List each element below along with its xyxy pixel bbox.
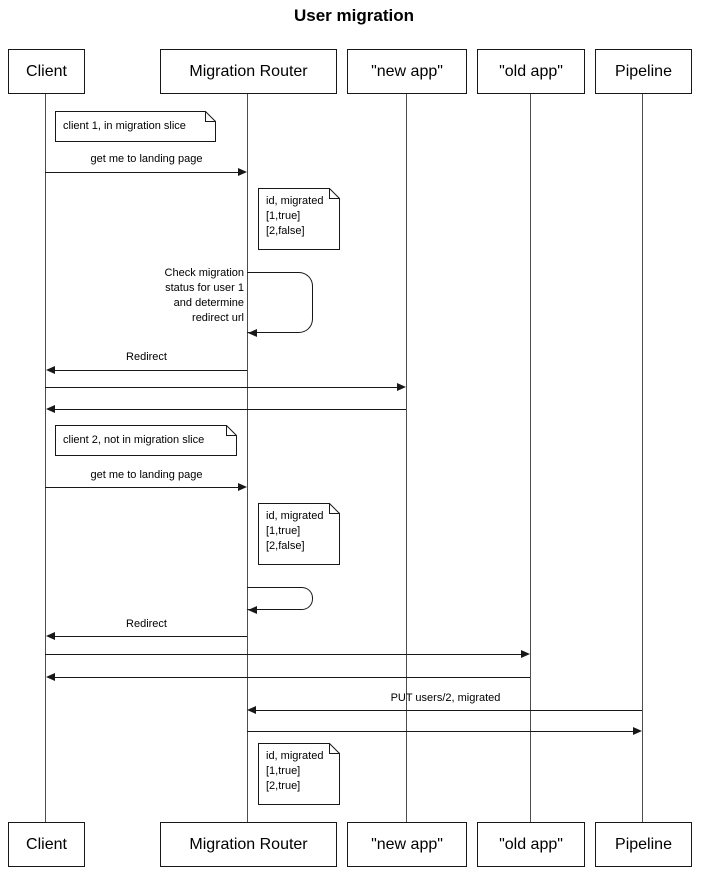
participant-client-label: Client bbox=[26, 62, 67, 80]
message-new-app-to-client-line bbox=[55, 409, 406, 410]
note-line: [2,false] bbox=[266, 540, 305, 552]
note-line: [1,true] bbox=[266, 525, 301, 537]
participant-new-app-top bbox=[347, 49, 467, 94]
message-check-migration-label bbox=[118, 266, 244, 326]
arrowhead-left-icon bbox=[46, 673, 55, 681]
note-line: id, migrated bbox=[266, 510, 324, 522]
participant-new-app-bottom bbox=[347, 822, 467, 867]
diagram-title: User migration bbox=[294, 6, 414, 25]
message-redirect-1-line bbox=[55, 370, 247, 371]
note-migration-table-2 bbox=[258, 503, 340, 565]
arrowhead-right-icon bbox=[238, 168, 247, 176]
participant-client-bottom bbox=[8, 822, 85, 867]
arrowhead-right-icon bbox=[521, 650, 530, 658]
message-client-to-new-app-line bbox=[45, 387, 397, 388]
note-migration-table-1-text bbox=[266, 194, 323, 239]
message-get-landing-2-label: get me to landing page bbox=[90, 469, 203, 481]
participant-pipeline-label: Pipeline bbox=[615, 62, 672, 80]
arrowhead-right-icon bbox=[633, 727, 642, 735]
note-migration-table-2-text bbox=[266, 509, 323, 554]
message-put-users-label: PUT users/2, migrated bbox=[390, 692, 501, 704]
participant-migration-router-label: Migration Router bbox=[189, 835, 308, 853]
participant-old-app-label: "old app" bbox=[499, 835, 563, 853]
note-migration-table-3-text bbox=[266, 749, 323, 794]
note-line: id, migrated bbox=[266, 750, 324, 762]
note-line: id, migrated bbox=[266, 195, 324, 207]
participant-migration-router-top bbox=[160, 49, 337, 94]
lifeline-old-app bbox=[530, 94, 531, 822]
lifeline-client bbox=[45, 94, 46, 822]
participant-pipeline-label: Pipeline bbox=[615, 835, 672, 853]
self-loop-check-migration bbox=[247, 272, 313, 333]
note-line: [2,true] bbox=[266, 780, 301, 792]
participant-pipeline-top bbox=[595, 49, 692, 94]
participant-migration-router-label: Migration Router bbox=[189, 62, 308, 80]
lifeline-new-app bbox=[406, 94, 407, 822]
note-client1 bbox=[55, 111, 216, 142]
participant-old-app-bottom bbox=[477, 822, 585, 867]
arrowhead-left-icon bbox=[46, 405, 55, 413]
note-line: [1,true] bbox=[266, 210, 301, 222]
arrowhead-right-icon bbox=[397, 383, 406, 391]
arrowhead-left-icon bbox=[46, 366, 55, 374]
participant-migration-router-bottom bbox=[160, 822, 337, 867]
arrowhead-left-icon bbox=[248, 329, 257, 337]
self-message-line: redirect url bbox=[192, 312, 244, 324]
participant-old-app-top bbox=[477, 49, 585, 94]
message-get-landing-2-line bbox=[45, 487, 238, 488]
participant-client-top bbox=[8, 49, 85, 94]
note-migration-table-3 bbox=[258, 743, 340, 805]
message-redirect-2-label: Redirect bbox=[126, 618, 167, 630]
lifeline-pipeline bbox=[642, 94, 643, 822]
arrowhead-right-icon bbox=[238, 483, 247, 491]
message-redirect-1-label: Redirect bbox=[126, 351, 167, 363]
message-client-to-old-app-line bbox=[45, 654, 521, 655]
self-message-line: Check migration bbox=[164, 267, 244, 279]
participant-client-label: Client bbox=[26, 835, 67, 853]
arrowhead-left-icon bbox=[247, 706, 256, 714]
arrowhead-left-icon bbox=[248, 606, 257, 614]
note-line: [2,false] bbox=[266, 225, 305, 237]
note-migration-table-1 bbox=[258, 188, 340, 250]
self-message-line: status for user 1 bbox=[165, 282, 244, 294]
message-put-users-line bbox=[256, 710, 642, 711]
message-old-app-to-client-line bbox=[55, 677, 530, 678]
note-client2-text: client 2, not in migration slice bbox=[63, 434, 205, 446]
participant-old-app-label: "old app" bbox=[499, 62, 563, 80]
note-line: [1,true] bbox=[266, 765, 301, 777]
message-get-landing-1-line bbox=[45, 172, 238, 173]
note-client1-text: client 1, in migration slice bbox=[63, 120, 186, 132]
message-redirect-2-line bbox=[55, 636, 247, 637]
self-message-line: and determine bbox=[173, 297, 244, 309]
arrowhead-left-icon bbox=[46, 632, 55, 640]
note-client2 bbox=[55, 425, 237, 456]
participant-pipeline-bottom bbox=[595, 822, 692, 867]
participant-new-app-label: "new app" bbox=[371, 835, 443, 853]
participant-new-app-label: "new app" bbox=[371, 62, 443, 80]
message-router-to-pipeline-line bbox=[247, 731, 633, 732]
message-get-landing-1-label: get me to landing page bbox=[90, 153, 203, 165]
